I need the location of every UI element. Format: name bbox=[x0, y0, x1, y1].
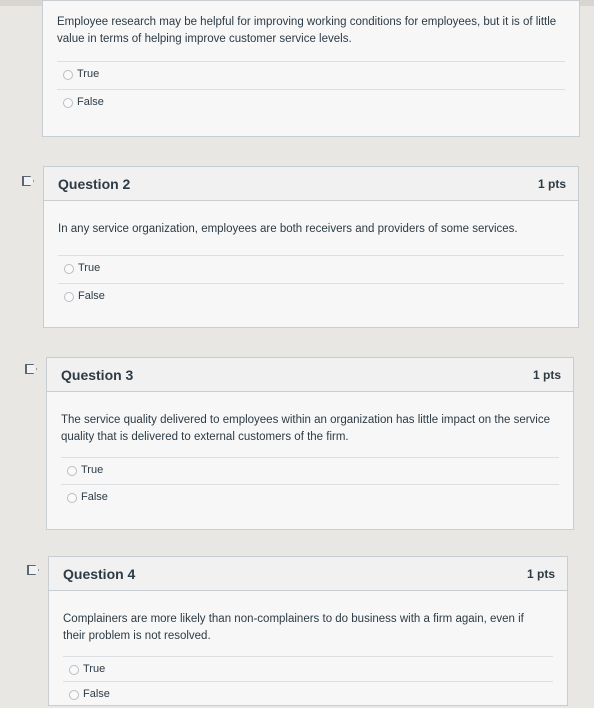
question-2-card bbox=[43, 166, 579, 328]
question-3-title: Question 3 bbox=[61, 367, 134, 383]
question-2-text: In any service organization, employees are both receivers and providers of some services. bbox=[58, 223, 518, 235]
question-4-answer-false[interactable] bbox=[63, 681, 553, 708]
radio-icon[interactable] bbox=[63, 70, 73, 80]
question-4-title: Question 4 bbox=[63, 566, 136, 582]
radio-icon[interactable] bbox=[63, 98, 73, 108]
flag-icon[interactable] bbox=[25, 364, 37, 374]
answer-label: True bbox=[77, 68, 100, 80]
question-4-body bbox=[49, 591, 567, 705]
question-1-body bbox=[43, 1, 579, 136]
radio-icon[interactable] bbox=[69, 690, 79, 700]
question-3-card bbox=[46, 357, 574, 530]
question-4-text: Complainers are more likely than non-complainers to do business with a firm again, even if their problem is not resolved. bbox=[63, 613, 524, 642]
question-4-answer-true[interactable] bbox=[63, 656, 553, 683]
question-3-text: The service quality delivered to employees within an organization has little impact on the service quality that is delivered to external customers of the firm. bbox=[61, 414, 551, 443]
question-2-title: Question 2 bbox=[58, 176, 131, 192]
radio-icon[interactable] bbox=[69, 665, 79, 675]
question-1-answer-false[interactable] bbox=[57, 89, 565, 116]
question-3-body bbox=[47, 392, 573, 529]
answer-label: False bbox=[77, 96, 104, 108]
answer-label: True bbox=[78, 262, 101, 274]
radio-icon[interactable] bbox=[67, 493, 77, 503]
answer-label: True bbox=[81, 464, 104, 476]
question-4-card bbox=[48, 556, 568, 706]
question-1-text: Employee research may be helpful for improving working conditions for employees, but it is of little value in terms of helping improve customer service levels. bbox=[57, 16, 557, 45]
flag-icon[interactable] bbox=[27, 565, 39, 575]
question-3-answer-false[interactable] bbox=[61, 484, 559, 511]
question-4-header bbox=[49, 557, 567, 591]
question-1-card bbox=[42, 0, 580, 137]
question-3-header bbox=[47, 358, 573, 392]
answer-label: True bbox=[83, 663, 106, 675]
question-4-points: 1 pts bbox=[526, 567, 555, 581]
question-2-header bbox=[44, 167, 578, 201]
question-2-body bbox=[44, 201, 578, 327]
answer-label: False bbox=[78, 290, 105, 302]
radio-icon[interactable] bbox=[67, 466, 77, 476]
radio-icon[interactable] bbox=[64, 264, 74, 274]
flag-icon[interactable] bbox=[22, 176, 34, 186]
question-2-points: 1 pts bbox=[537, 177, 566, 191]
question-2-answer-false[interactable] bbox=[58, 283, 564, 310]
question-3-answer-true[interactable] bbox=[61, 457, 559, 484]
radio-icon[interactable] bbox=[64, 292, 74, 302]
answer-label: False bbox=[83, 688, 110, 700]
question-3-points: 1 pts bbox=[532, 368, 561, 382]
question-1-answer-true[interactable] bbox=[57, 61, 565, 88]
answer-label: False bbox=[81, 491, 108, 503]
question-2-answer-true[interactable] bbox=[58, 255, 564, 282]
